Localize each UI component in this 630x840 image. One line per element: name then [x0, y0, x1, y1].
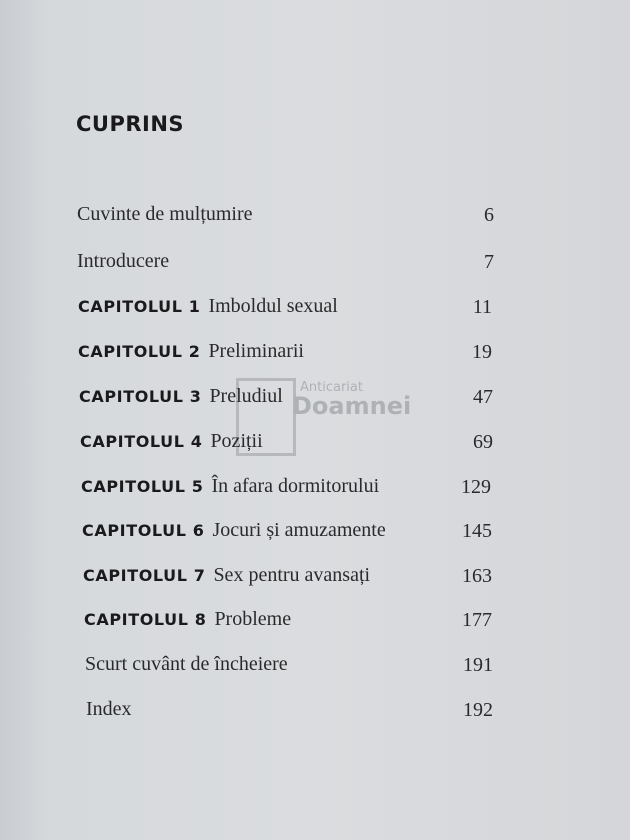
toc-entry-title: În afara dormitorului: [211, 475, 380, 497]
toc-entry-page: 191: [463, 654, 493, 676]
watermark-top-text: Anticariat: [300, 380, 363, 395]
toc-entry-title: Imboldul sexual: [208, 295, 338, 317]
toc-entry-page: 145: [462, 520, 492, 542]
toc-entry: [78, 295, 338, 325]
toc-entry: [78, 340, 304, 370]
toc-entry: [81, 475, 379, 505]
toc-entry: [82, 519, 386, 549]
toc-entry: [85, 653, 288, 683]
toc-chapter-label: CAPITOLUL 2: [78, 342, 201, 361]
toc-entry: [80, 430, 263, 460]
toc-entry: [84, 608, 291, 638]
toc-chapter-label: CAPITOLUL 6: [82, 521, 205, 540]
toc-entry-title: Probleme: [214, 608, 292, 630]
toc-chapter-label: CAPITOLUL 1: [78, 297, 201, 316]
toc-entry-page: 129: [461, 476, 491, 498]
toc-entry: [79, 385, 283, 415]
toc-entry-title: Introducere: [77, 250, 170, 272]
toc-chapter-label: CAPITOLUL 3: [79, 387, 202, 406]
toc-entry-page: 69: [473, 431, 493, 453]
toc-entry-page: 192: [463, 699, 493, 721]
toc-entry-title: Index: [86, 698, 132, 720]
toc-entry-title: Preliminarii: [208, 340, 304, 362]
toc-entry-title: Preludiul: [209, 385, 283, 407]
toc-entry-page: 47: [473, 386, 493, 408]
toc-entry: [86, 698, 132, 728]
toc-entry-page: 7: [484, 251, 494, 273]
toc-entry-title: Cuvinte de mulțumire: [77, 203, 253, 225]
page-title: CUPRINS: [76, 112, 185, 136]
toc-entry-title: Scurt cuvânt de încheiere: [85, 653, 288, 675]
toc-entry-page: 177: [462, 609, 492, 631]
toc-entry-page: 163: [462, 565, 492, 587]
toc-chapter-label: CAPITOLUL 4: [80, 432, 203, 451]
toc-entry-page: 11: [472, 296, 492, 318]
toc-entry: [77, 250, 169, 280]
toc-entry: [83, 564, 370, 594]
toc-chapter-label: CAPITOLUL 5: [81, 477, 204, 496]
toc-entry-title: Jocuri și amuzamente: [212, 519, 386, 541]
watermark-main-text: Doamnei: [292, 392, 412, 420]
toc-entry-page: 19: [472, 341, 492, 363]
toc-chapter-label: CAPITOLUL 7: [83, 566, 206, 585]
toc-entry-title: Poziții: [210, 430, 263, 452]
toc-entry: [77, 203, 253, 233]
toc-entry-title: Sex pentru avansați: [213, 564, 371, 586]
toc-chapter-label: CAPITOLUL 8: [84, 610, 207, 629]
toc-entry-page: 6: [484, 204, 494, 226]
